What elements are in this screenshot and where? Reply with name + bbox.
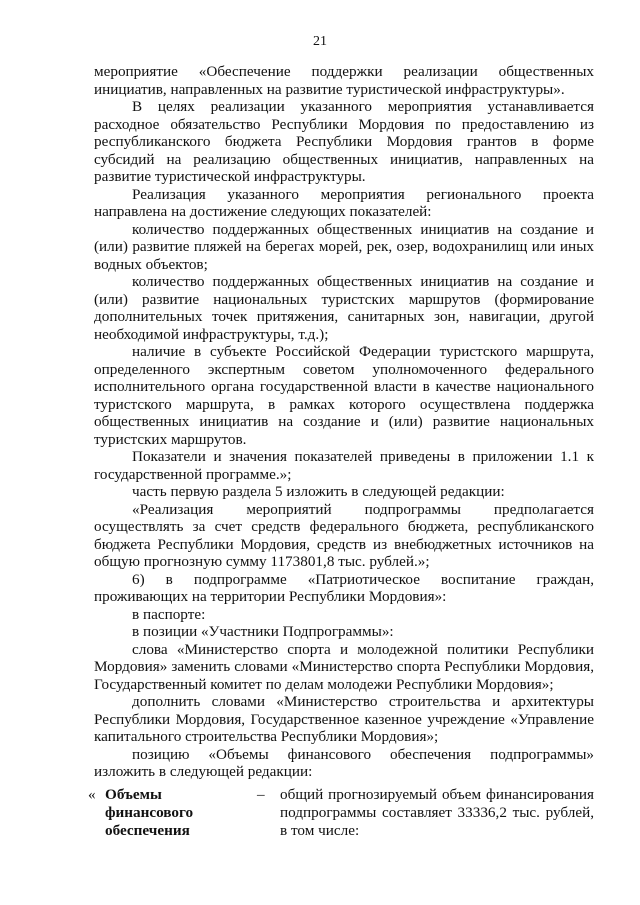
paragraph: Реализация указанного мероприятия регионального проекта направлена на достижение следующих показателей: bbox=[94, 185, 594, 220]
page-number: 21 bbox=[313, 34, 327, 49]
paragraph: часть первую раздела 5 изложить в следующей редакции: bbox=[132, 483, 505, 500]
paragraph: наличие в субъекте Российской Федерации туристского маршрута, определенного экспертным советом уполномоченного федерального исполнительного органа государственной власти в качестве национального туристского маршрута, в рамках которого осуществлена поддержка общественных инициатив на создание и (или) развитие национальных туристских маршрутов. bbox=[94, 343, 594, 448]
paragraph: в позиции «Участники Подпрограммы»: bbox=[132, 623, 394, 640]
paragraph: слова «Министерство спорта и молодежной политики Республики Мордовия» заменить словами «Министерство спорта Республики Мордовия, Государственный комитет по делам молодежи Республики Мордовия»; bbox=[94, 640, 594, 693]
paragraph: количество поддержанных общественных инициатив на создание и (или) развитие пляжей на берегах морей, рек, озер, водохранилищ или иных водных объектов; bbox=[94, 220, 594, 273]
paragraph: 6) в подпрограмме «Патриотическое воспитание граждан, проживающих на территории Республики Мордовия»: bbox=[94, 570, 594, 605]
paragraph: мероприятие «Обеспечение поддержки реализации общественных инициатив, направленных на развитие туристической инфраструктуры». bbox=[94, 63, 594, 98]
paragraph: В целях реализации указанного мероприятия устанавливается расходное обязательство Республики Мордовия по предоставлению из республиканского бюджета Республики Мордовия грантов в форме субсидий на реализацию общественных инициатив, направленных на развитие туристической инфраструктуры. bbox=[94, 98, 594, 185]
paragraph: количество поддержанных общественных инициатив на создание и (или) развитие национальных туристских маршрутов (формирование дополнительных точек притяжения, санитарных зон, навигации, другой необходимой инфраструктуры, т.д.); bbox=[94, 273, 594, 343]
parameter-dash: – bbox=[257, 786, 265, 803]
paragraph: позицию «Объемы финансового обеспечения подпрограммы» изложить в следующей редакции: bbox=[94, 745, 594, 780]
opening-quote: « bbox=[88, 786, 96, 803]
paragraph: Показатели и значения показателей приведены в приложении 1.1 к государственной программе.»; bbox=[94, 448, 594, 483]
document-body bbox=[94, 63, 594, 781]
paragraph: в паспорте: bbox=[132, 605, 206, 623]
parameter-name: Объемы финансового обеспечения bbox=[105, 786, 194, 839]
parameter-description: общий прогнозируемый объем финансирования подпрограммы составляет 33336,2 тыс. рублей, в том числе: bbox=[280, 786, 594, 839]
paragraph: «Реализация мероприятий подпрограммы предполагается осуществлять за счет средств федерального бюджета, республиканского бюджета Республики Мордовия, средств из внебюджетных источников на общую прогнозную сумму 1173801,8 тыс. рублей.»; bbox=[94, 500, 594, 570]
paragraph: дополнить словами «Министерство строительства и архитектуры Республики Мордовия, Государственное казенное учреждение «Управление капитального строительства Республики Мордовия»; bbox=[94, 693, 594, 745]
